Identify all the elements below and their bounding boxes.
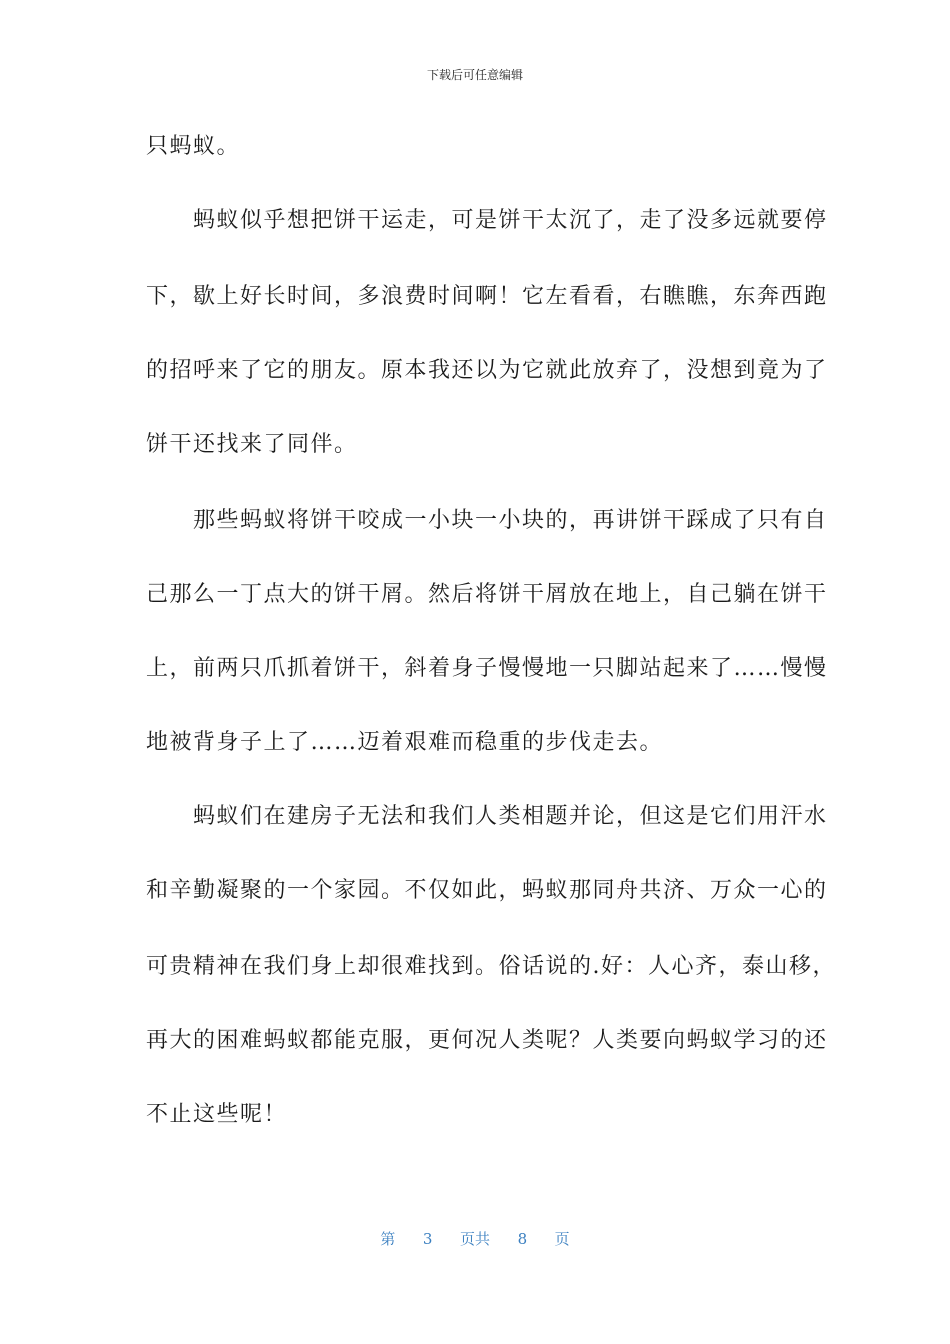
page-footer	[0, 1228, 950, 1249]
paragraph-line: 上，前两只爪抓着饼干，斜着身子慢慢地一只脚站起来了……慢慢	[146, 656, 828, 681]
paragraph-line: 的招呼来了它的朋友。原本我还以为它就此放弃了，没想到竟为了	[146, 358, 828, 383]
paragraph-line: 下，歇上好长时间，多浪费时间啊！它左看看，右瞧瞧，东奔西跑	[146, 284, 828, 309]
page-prefix: 第	[380, 1230, 396, 1248]
paragraph-line: 蚂蚁似乎想把饼干运走，可是饼干太沉了，走了没多远就要停	[146, 208, 828, 233]
paragraph-line: 不止这些呢！	[146, 1102, 288, 1127]
paragraph-line: 地被背身子上了……迈着艰难而稳重的步伐走去。	[146, 730, 664, 755]
paragraph-line: 只蚂蚁。	[146, 134, 241, 159]
header-note: 下载后可任意编辑	[426, 68, 523, 82]
page-number: 3	[422, 1230, 433, 1248]
total-pages: 8	[517, 1230, 528, 1248]
paragraph-line: 可贵精神在我们身上却很难找到。俗话说的.好：人心齐，泰山移，	[146, 954, 836, 979]
paragraph-line: 再大的困难蚂蚁都能克服，更何况人类呢？人类要向蚂蚁学习的还	[146, 1028, 828, 1053]
paragraph-line: 己那么一丁点大的饼干屑。然后将饼干屑放在地上，自己躺在饼干	[146, 582, 828, 607]
paragraph-line: 蚂蚁们在建房子无法和我们人类相题并论，但这是它们用汗水	[146, 804, 828, 829]
paragraph-line: 饼干还找来了同伴。	[146, 432, 358, 457]
page-middle: 页共	[459, 1230, 490, 1248]
paragraph-line: 那些蚂蚁将饼干咬成一小块一小块的，再讲饼干踩成了只有自	[146, 508, 828, 533]
paragraph-line: 和辛勤凝聚的一个家园。不仅如此，蚂蚁那同舟共济、万众一心的	[146, 878, 828, 903]
page-suffix: 页	[554, 1230, 570, 1248]
